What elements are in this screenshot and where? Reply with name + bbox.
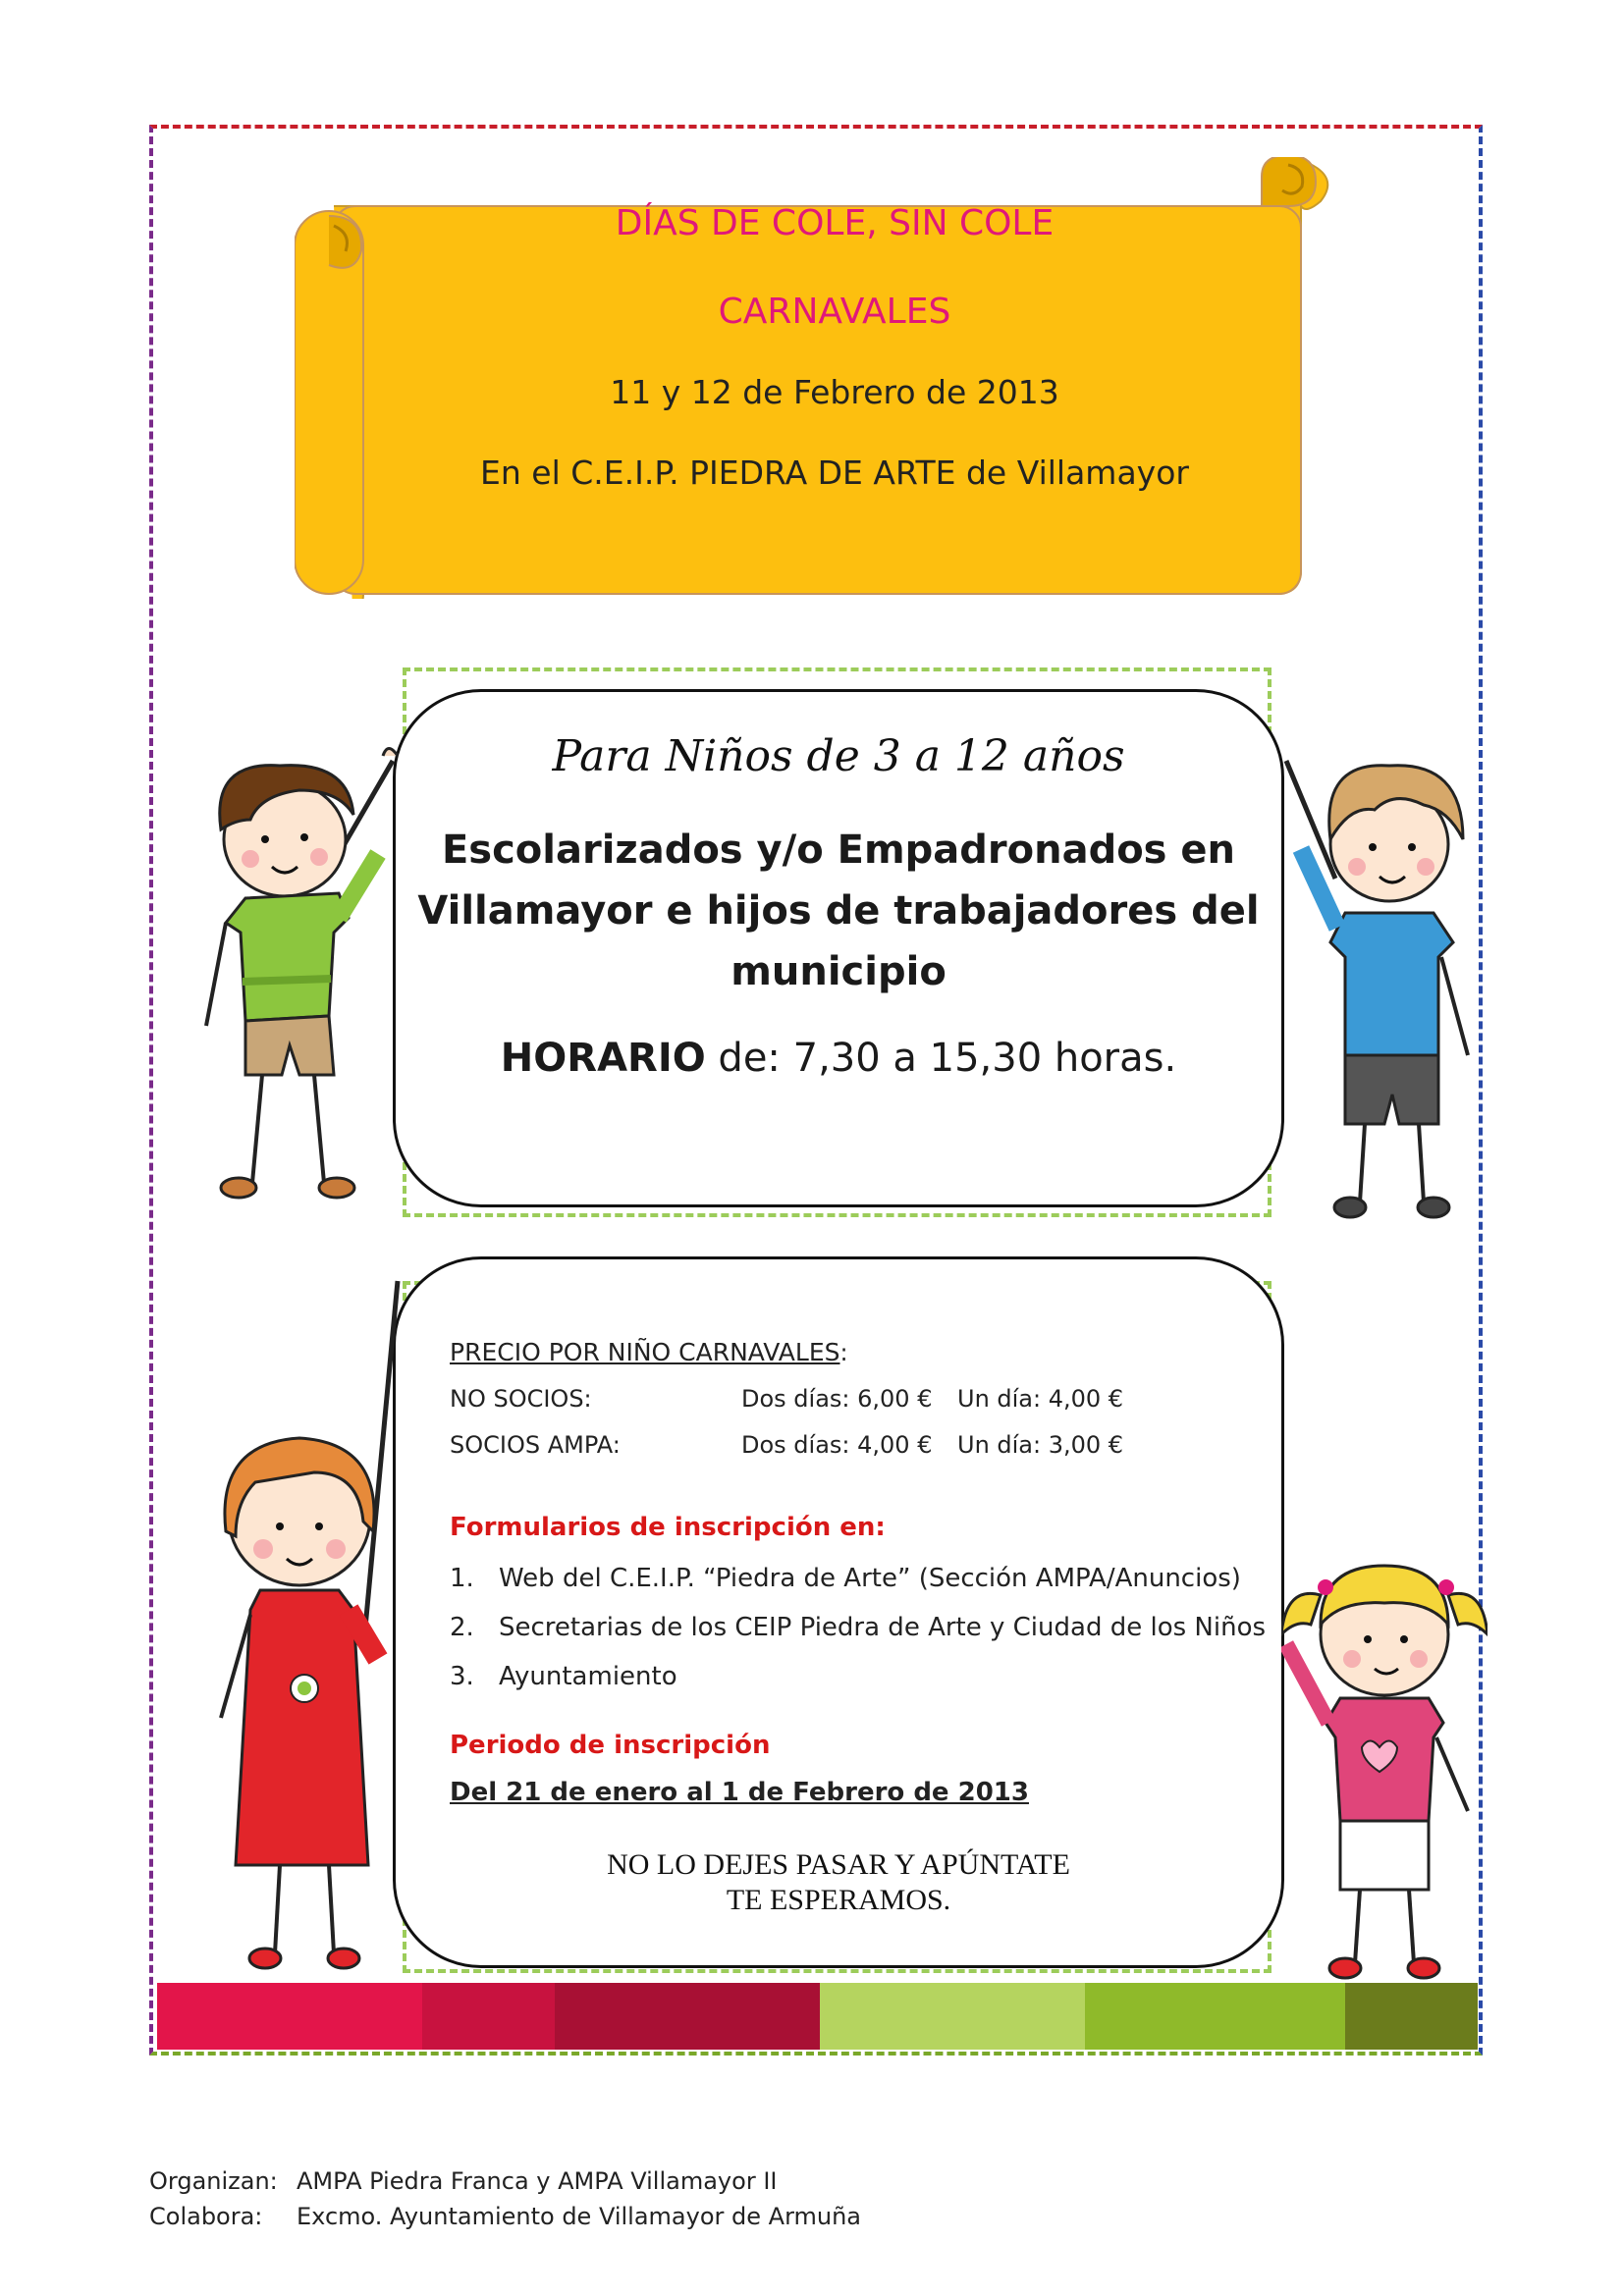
closing-line-2: TE ESPERAMOS. [726,1884,951,1916]
banner-subtitle: CARNAVALES [718,292,951,332]
forms-title: Formularios de inscripción en: [450,1513,886,1542]
stripe-segment [422,1983,555,2050]
price-heading [450,1338,848,1366]
stripe-segment [157,1983,422,2050]
footer-organizers [149,2167,777,2195]
price-row-label: NO SOCIOS: [450,1385,592,1413]
stripe-segment [1345,1983,1478,2050]
info-panel [393,689,1284,1207]
price-colon: : [839,1339,848,1366]
organizan-label: Organizan: [149,2167,278,2195]
price-row-two-days: Dos días: 4,00 € [741,1431,933,1459]
boy-green-shirt-illustration [191,721,398,1232]
closing-line-1: NO LO DEJES PASAR Y APÚNTATE [607,1848,1070,1881]
period-title: Periodo de inscripción [450,1731,771,1760]
list-item: Secretarias de los CEIP Piedra de Arte y Ciudad de los Niños [499,1613,1267,1642]
stripe-segment [1085,1983,1345,2050]
list-item: Ayuntamiento [499,1662,677,1691]
period-dates: Del 21 de enero al 1 de Febrero de 2013 [450,1778,1029,1807]
boy-blue-shirt-illustration [1276,731,1488,1232]
schedule-label: HORARIO [500,1036,706,1081]
stripe-segment [820,1983,1085,2050]
banner-title: DÍAS DE COLE, SIN COLE [615,203,1055,243]
scroll-banner [295,157,1335,599]
footer-collaborator [149,2203,861,2230]
stripe-segment [555,1983,820,2050]
price-row-one-day: Un día: 4,00 € [957,1385,1124,1413]
colabora-value: Excmo. Ayuntamiento de Villamayor de Armuña [297,2203,862,2230]
price-row-one-day: Un día: 3,00 € [957,1431,1124,1459]
age-range-title: Para Niños de 3 a 12 años [552,731,1125,781]
registration-panel [393,1256,1284,1968]
price-row-two-days: Dos días: 6,00 € [741,1385,933,1413]
schedule-hours: de: 7,30 a 15,30 horas. [705,1036,1177,1081]
girl-pink-shirt-illustration [1281,1526,1488,1993]
banner-dates: 11 y 12 de Febrero de 2013 [610,373,1059,411]
price-title: PRECIO POR NIÑO CARNAVALES [450,1338,840,1366]
organizan-value: AMPA Piedra Franca y AMPA Villamayor II [297,2167,778,2195]
list-item-number: 1. [450,1564,474,1593]
list-item-number: 3. [450,1662,474,1691]
schedule [396,1036,1281,1081]
list-item: Web del C.E.I.P. “Piedra de Arte” (Sección AMPA/Anuncios) [499,1564,1241,1593]
banner-location: En el C.E.I.P. PIEDRA DE ARTE de Villamayor [480,454,1189,492]
girl-red-dress-illustration [196,1276,407,1983]
list-item-number: 2. [450,1613,474,1642]
colabora-label: Colabora: [149,2203,263,2230]
eligibility-text: Escolarizados y/o Empadronados en Villamayor e hijos de trabajadores del municipio [417,828,1260,994]
price-row-label: SOCIOS AMPA: [450,1431,621,1459]
